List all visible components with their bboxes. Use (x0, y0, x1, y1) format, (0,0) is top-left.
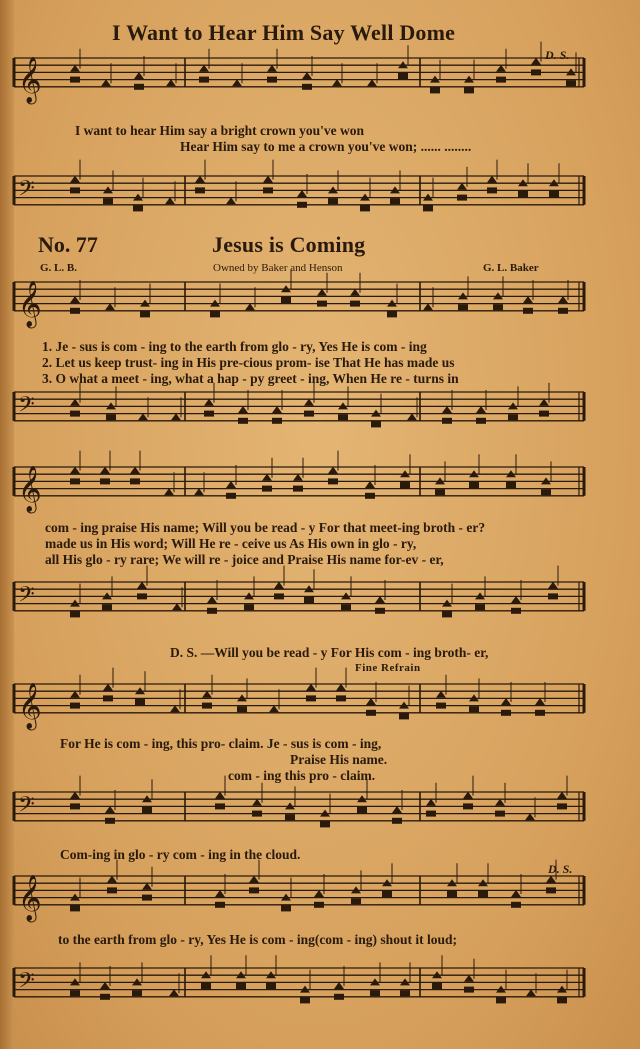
verse2-line-b: made us in His word; Will He re - ceive us As His own in glo - ry, (45, 536, 417, 551)
composer-initials: G. L. B. (40, 262, 77, 274)
verse2-line-a: 2. Let us keep trust- ing in His pre-cious prom- ise That He has made us (42, 355, 455, 370)
svg-text:𝄞: 𝄞 (18, 280, 42, 327)
composer-name: G. L. Baker (483, 262, 539, 274)
verse1-line-b: com - ing praise His name; Will you be read - y For that meet-ing broth - er? (45, 520, 486, 535)
refrain-line-a: For He is com - ing, this pro- claim. Je - sus is com - ing, (60, 736, 382, 751)
svg-text:𝄢: 𝄢 (18, 582, 35, 613)
hymn1-lyric-line1: I want to hear Him say a bright crown you've won (75, 123, 365, 138)
hymn1-ds-mark: D. S. (545, 48, 570, 62)
verse3-line-b: all His glo - ry rare; We will re - joice and Praise His name for-ev - er, (45, 552, 444, 567)
svg-text:𝄞: 𝄞 (18, 56, 42, 103)
hymn1-title: I Want to Hear Him Say Well Dome (112, 20, 456, 45)
final-lyric-line: to the earth from glo - ry, Yes He is com - ing(com - ing) shout it loud; (58, 932, 457, 947)
svg-text:𝄢: 𝄢 (18, 792, 35, 823)
svg-text:𝄢: 𝄢 (18, 392, 35, 423)
svg-text:𝄢: 𝄢 (18, 176, 35, 207)
svg-text:𝄢: 𝄢 (18, 968, 35, 999)
refrain-line-b: Praise His name. (290, 752, 388, 767)
verse3-line-a: 3. O what a meet - ing, what a hap - py greet - ing, When He re - turns in (42, 371, 459, 386)
owner-credit: Owned by Baker and Henson (213, 262, 343, 274)
bass-lyric-line: Com-ing in glo - ry com - ing in the cloud. (60, 847, 301, 862)
fine-refrain-label: Fine Refrain (355, 662, 421, 674)
refrain-line-c: com - ing this pro - claim. (228, 768, 376, 783)
hymn-number: No. 77 (38, 232, 98, 257)
svg-text:𝄞: 𝄞 (18, 682, 42, 729)
hymn1-lyric-line2: Hear Him say to me a crown you've won; ...... ........ (180, 139, 472, 154)
hymn2-title: Jesus is Coming (212, 232, 366, 257)
hymn2-ds-mark: D. S. (548, 862, 573, 876)
verse1-line-a: 1. Je - sus is com - ing to the earth from glo - ry, Yes He is com - ing (42, 339, 427, 354)
svg-text:𝄞: 𝄞 (18, 465, 42, 512)
svg-text:𝄞: 𝄞 (18, 874, 42, 921)
ds-line: D. S. —Will you be read - y For His com - ing broth- er, (170, 645, 489, 660)
